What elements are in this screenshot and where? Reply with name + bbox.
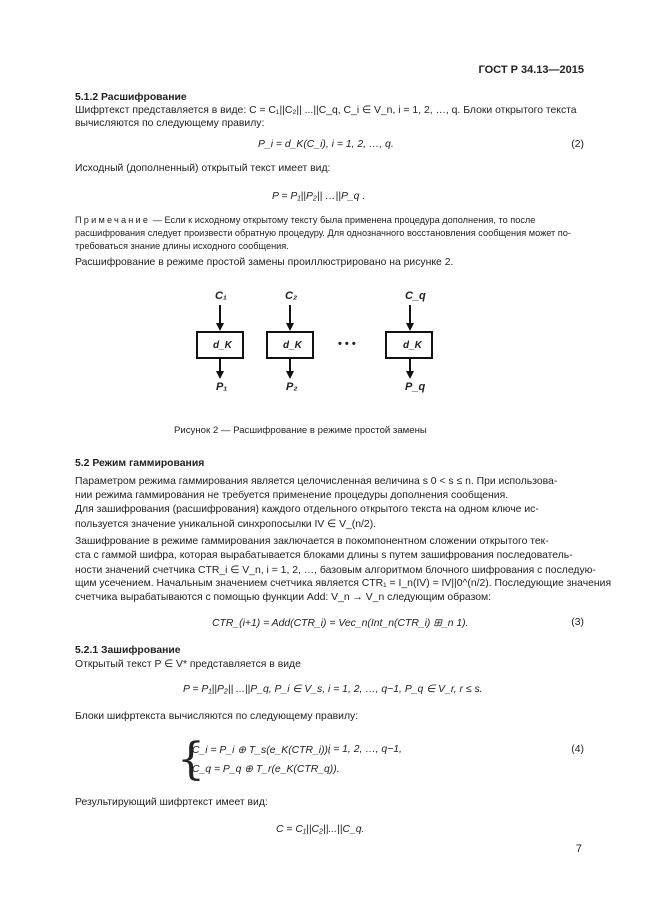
- paragraph-figure-ref: Расшифрование в режиме простой замены проиллюстрировано на рисунке 2.: [75, 257, 454, 268]
- document-standard-header: ГОСТ Р 34.13—2015: [478, 64, 584, 76]
- note-line-3: требоваться знание длины исходного сообщения.: [75, 241, 289, 251]
- paragraph-plaintext-form: Исходный (дополненный) открытый текст имеет вид:: [75, 163, 331, 174]
- arrowhead-in-1: [216, 323, 224, 331]
- ellipsis-dots: • • •: [338, 338, 356, 350]
- paragraph-counter-5: счетчика вырабатываются с помощью функции Add: V_n → V_n следующим образом:: [75, 592, 492, 603]
- formula-decrypt: P_i = d_K(C_i), i = 1, 2, …, q.: [258, 139, 394, 150]
- figure-2-caption: Рисунок 2 — Расшифрование в режиме простой замены: [174, 425, 427, 436]
- section-heading-5-1-2: 5.1.2 Расшифрование: [75, 92, 187, 103]
- input-label-c1: C₁: [215, 290, 227, 302]
- paragraph-plaintext-repr: Открытый текст P ∈ V* представляется в виде: [75, 659, 301, 670]
- paragraph-result-cipher: Результирующий шифртекст имеет вид:: [75, 797, 268, 808]
- paragraph-counter-4: щим усечением. Начальным значением счетчика является CTR₁ = I_n(IV) = IV||0^(n/2). Последующие значения: [75, 578, 612, 589]
- page-number: 7: [575, 843, 582, 855]
- formula-encrypt-cq: C_q = P_q ⊕ T_r(e_K(CTR_q)).: [192, 764, 340, 775]
- paragraph-counter-1: Зашифрование в режиме гаммирования заключается в покомпонентном сложении открытого тек-: [75, 536, 549, 547]
- paragraph-iv-1: Для зашифрования (расшифрования) каждого отдельного открытого текста на одном ключе ис-: [75, 504, 539, 515]
- arrowhead-out-q: [406, 371, 414, 379]
- arrowhead-in-q: [406, 323, 414, 331]
- arrowhead-in-2: [286, 323, 294, 331]
- note-line-1: [75, 214, 535, 227]
- block-label-dk-q: d_K: [403, 340, 422, 351]
- formula-encrypt-ci: C_i = P_i ⊕ T_s(e_K(CTR_i)),: [192, 745, 331, 756]
- formula-number-3: (3): [571, 617, 584, 628]
- formula-system-brace: {: [177, 734, 205, 785]
- section-heading-5-2-1: 5.2.1 Зашифрование: [75, 645, 181, 656]
- paragraph-iv-2: пользуется значение уникальной синхропосылки IV ∈ V_(n/2).: [75, 519, 377, 530]
- paragraph-counter-2: ста с гаммой шифра, которая вырабатывается блоками длины s путем зашифрования последователь-: [75, 550, 573, 561]
- paragraph-counter-3: ности значений счетчика CTR_i ∈ V_n, i = 1, 2, …, базовым алгоритмом блочного шифрования с последую-: [75, 565, 596, 576]
- input-label-cq: C_q: [405, 290, 426, 302]
- output-label-pq: P_q: [405, 381, 426, 393]
- note-text-1: — Если к исходному открытому тексту была применена процедура дополнения, то после: [150, 215, 536, 225]
- formula-ciphertext: C = C₁||C₂||...||C_q.: [276, 824, 365, 835]
- block-label-dk-2: d_K: [283, 340, 302, 351]
- formula-number-4: (4): [571, 744, 584, 755]
- paragraph-cipher-rule: Блоки шифртекста вычисляются по следующему правилу:: [75, 711, 359, 722]
- note-line-2: расшифрования следует произвести обратную процедуру. Для однозначного восстановления сообщения может по-: [75, 228, 571, 238]
- formula-number-2: (2): [571, 139, 584, 150]
- formula-ctr-add: CTR_(i+1) = Add(CTR_i) = Vec_n(Int_n(CTR_i) ⊞_n 1).: [212, 618, 469, 629]
- formula-plaintext-blocks: P = P₁||P₂|| ...||P_q, P_i ∈ V_s, i = 1, 2, …, q−1, P_q ∈ V_r, r ≤ s.: [183, 684, 483, 695]
- section-heading-5-2: 5.2 Режим гаммирования: [75, 458, 205, 469]
- output-label-p2: P₂: [286, 381, 298, 393]
- arrowhead-out-1: [216, 371, 224, 379]
- formula-encrypt-condition: i = 1, 2, …, q−1,: [328, 744, 402, 755]
- block-label-dk-1: d_K: [213, 340, 232, 351]
- note-label: Примечание: [75, 215, 151, 225]
- arrow-line-in-1: [219, 305, 221, 325]
- arrow-line-in-2: [289, 305, 291, 325]
- paragraph-ciphertext-form: Шифртекст представляется в виде: C = C₁||C₂|| ...||C_q, C_i ∈ V_n, i = 1, 2, …, q. Блоки открытого текста: [75, 105, 577, 116]
- arrow-line-in-q: [409, 305, 411, 325]
- arrowhead-out-2: [286, 371, 294, 379]
- output-label-p1: P₁: [216, 381, 228, 393]
- paragraph-ciphertext-form-cont: вычисляются по следующему правилу:: [75, 118, 265, 129]
- formula-plaintext: P = P₁||P₂|| …||P_q .: [272, 191, 366, 202]
- paragraph-gamma-param-1: Параметром режима гаммирования является целочисленная величина s 0 < s ≤ n. При использова-: [75, 476, 558, 487]
- input-label-c2: C₂: [285, 290, 298, 302]
- paragraph-gamma-param-2: нии режима гаммирования не требуется применение процедуры дополнения сообщения.: [75, 490, 509, 501]
